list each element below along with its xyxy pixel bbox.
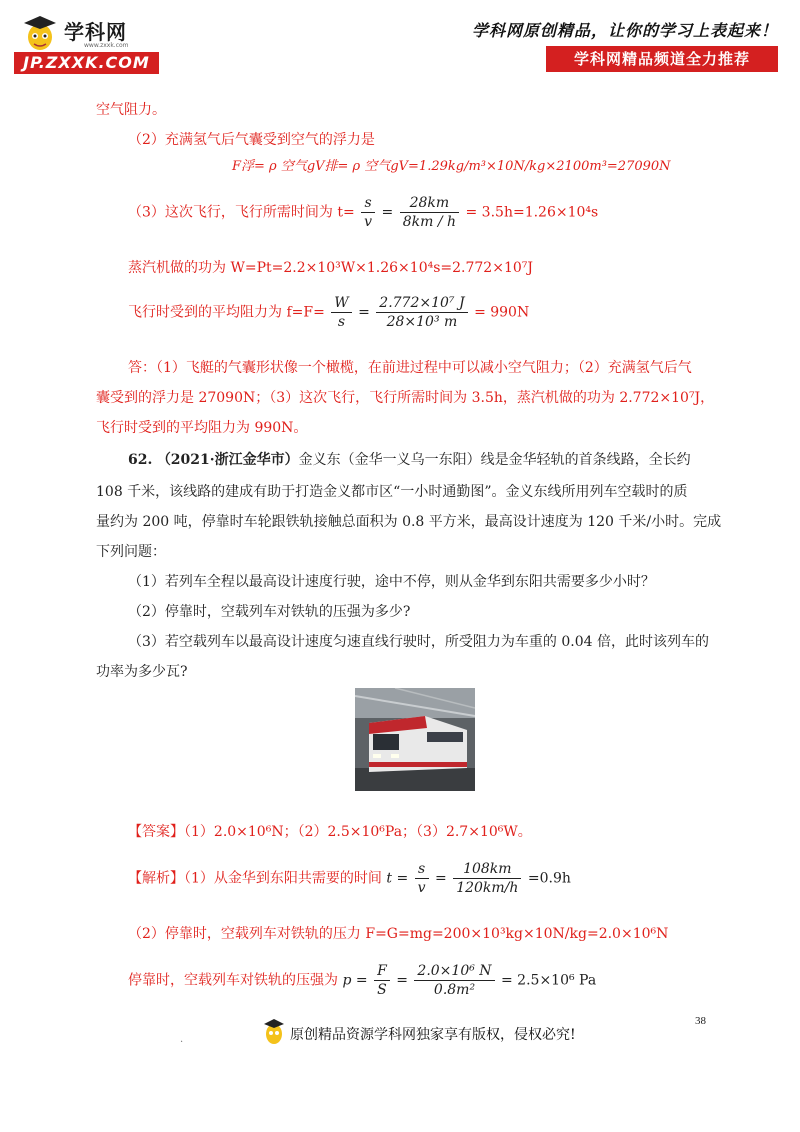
footer-dot: . [180,1034,184,1045]
answer-summary-line3: 飞行时受到的平均阻力为 990N。 [96,420,308,436]
question-62-line2: 108 千米，该线路的建成有助于打造金义都市区“一小时通勤图”。金义东线所用列车空载时的质 [96,484,688,500]
sub-question-1: （1）若列车全程以最高设计速度行驶，途中不停，则从金华到东阳共需要多少小时？ [128,574,655,590]
answer-line: 【答案】（1）2.0×10⁶N；（2）2.5×10⁶Pa；（3）2.7×10⁶W。 [128,824,532,840]
analysis-line2: （2）停靠时，空载列车对铁轨的压力 F=G=mg=200×10³kg×10N/kg=2.0×10⁶N [128,926,669,942]
site-logo [14,14,159,76]
footer-mascot-icon [262,1016,286,1046]
logo-url: www.zxxk.com [84,42,129,49]
answer-label: 【答案】 [128,824,184,840]
sub-question-3: （3）若空载列车以最高设计速度匀速直线行驶时，所受阻力为车重的 0.04 倍，此时该列车的 [128,634,709,650]
answer-summary-line1: 答：（1）飞艇的气囊形状像一个橄榄，在前进过程中可以减小空气阻力；（2）充满氢气后气 [128,360,692,376]
logo-domain: JP.ZXXK.COM [14,52,159,74]
question-number: 62. [128,452,153,468]
analysis-label: 【解析】 [128,870,184,887]
page-number: 38 [695,1015,706,1027]
text-line: 空气阻力。 [96,102,166,118]
text-line: （2）充满氢气后气囊受到空气的浮力是 [128,132,375,148]
question-source: （2021·浙江金华市） [156,452,299,468]
sub-question-3-cont: 功率为多少瓦? [96,664,188,680]
logo-text: 学科网 [64,20,127,44]
formula-buoyancy: F浮= ρ 空气gV排= ρ 空气gV=1.29kg/m³×10N/kg×2100m³=27090N [232,159,671,174]
analysis-line3: 停靠时，空载列车对铁轨的压强为 p = $\frac{F}{S}$ = $\frac{\text{2.0×10⁶ N}}{\text{0.8m²}}$ = 2.5×10⁶ Pa [128,963,597,998]
footer-copyright: 原创精品资源学科网独家享有版权，侵权必究! [290,1027,576,1043]
formula-resistance: 飞行时受到的平均阻力为 f=F= $\frac{W}{s}$ = $\frac{\text{2.772×10⁷ J}}{\text{28×10³ m}}$ = 990N [128,295,530,330]
question-62-line4: 下列问题： [96,544,166,560]
analysis-line1: 【解析】（1）从金华到东阳共需要的时间 t = $\frac{s}{v}$ = $\frac{108km}{120km/h}$ =0.9h [128,861,571,896]
formula-time: （3）这次飞行，飞行所需时间为 t= $\frac{s}{v}$ = $\frac{28km}{8km / h}$ = 3.5h=1.26×10⁴s [128,195,599,230]
mascot-icon [20,14,60,52]
header-slogan: 学科网原创精品，让你的学习上表起来！ [471,21,778,40]
question-62-line1: 62. （2021·浙江金华市）金义东（金华一义乌一东阳）线是金华轻轨的首条线路，全长约 [128,452,691,468]
question-62-line3: 量约为 200 吨，停靠时车轮跟铁轨接触总面积为 0.8 平方米，最高设计速度为 120 千米/小时。完成 [96,514,722,530]
sub-question-2: （2）停靠时，空载列车对铁轨的压强为多少? [128,604,411,620]
formula-work: 蒸汽机做的功为 W=Pt=2.2×10³W×1.26×10⁴s=2.772×10⁷J [128,260,533,276]
header-banner: 学科网精品频道全力推荐 [546,46,778,72]
answer-summary-line2: 囊受到的浮力是 27090N；（3）这次飞行，飞行所需时间为 3.5h，蒸汽机做的功为 2.772×10⁷J， [96,390,715,406]
train-photo [355,688,475,791]
